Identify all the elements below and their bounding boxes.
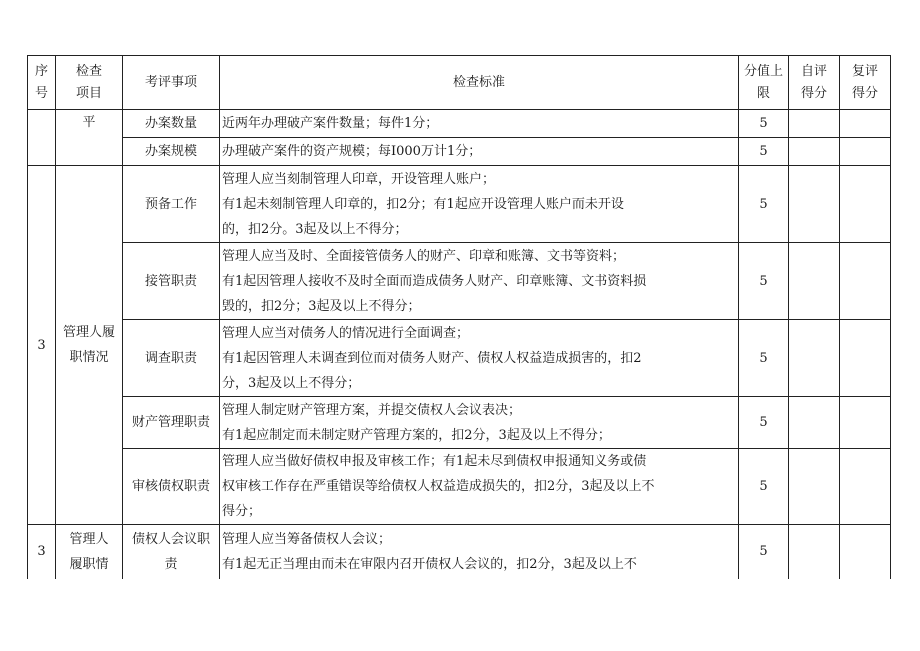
matter-cell: 调查职责 — [123, 320, 220, 397]
table-row — [28, 449, 891, 525]
review-score-cell[interactable] — [840, 138, 891, 166]
self-score-cell[interactable] — [789, 320, 840, 397]
review-score-cell[interactable] — [840, 320, 891, 397]
standard-cell: 管理人制定财产管理方案，并提交债权人会议表决； 有1起应制定而未制定财产管理方案的，扣2分，3起及以上不得分； — [220, 397, 739, 449]
review-score-cell[interactable] — [840, 525, 891, 579]
matter-cell: 财产管理职责 — [123, 397, 220, 449]
standard-cell: 近两年办理破产案件数量；每件1分； — [220, 110, 739, 138]
matter-cell: 办案数量 — [123, 110, 220, 138]
review-score-cell[interactable] — [840, 166, 891, 243]
self-score-cell[interactable] — [789, 525, 840, 579]
header-row — [28, 56, 891, 110]
header-seq: 序 号 — [28, 56, 56, 110]
header-matter: 考评事项 — [123, 56, 220, 110]
review-score-cell[interactable] — [840, 397, 891, 449]
header-self-score: 自评 得分 — [789, 56, 840, 110]
score-cell: 5 — [739, 166, 789, 243]
review-score-cell[interactable] — [840, 110, 891, 138]
score-cell: 5 — [739, 525, 789, 579]
table-row — [28, 243, 891, 320]
score-cell: 5 — [739, 449, 789, 525]
item-cell: 管理人 履职情 — [56, 525, 123, 579]
item-cell: 平 — [56, 110, 123, 166]
standard-cell: 管理人应当筹备债权人会议； 有1起无正当理由而未在审限内召开债权人会议的，扣2分，3起及以上不 — [220, 525, 739, 579]
matter-cell: 审核债权职责 — [123, 449, 220, 525]
score-cell: 5 — [739, 243, 789, 320]
self-score-cell[interactable] — [789, 243, 840, 320]
seq-cell — [28, 110, 56, 166]
self-score-cell[interactable] — [789, 110, 840, 138]
score-cell: 5 — [739, 138, 789, 166]
self-score-cell[interactable] — [789, 138, 840, 166]
seq-cell: 3 — [28, 525, 56, 579]
evaluation-table — [27, 55, 891, 579]
table-row — [28, 138, 891, 166]
standard-cell: 管理人应当做好债权申报及审核工作；有1起未尽到债权申报通知义务或债 权审核工作存在严重错误等给债权人权益造成损失的，扣2分，3起及以上不 得分； — [220, 449, 739, 525]
matter-cell: 办案规模 — [123, 138, 220, 166]
standard-cell: 管理人应当及时、全面接管债务人的财产、印章和账簿、文书等资料； 有1起因管理人接收不及时全面而造成债务人财产、印章账簿、文书资料损 毁的，扣2分；3起及以上不得分； — [220, 243, 739, 320]
table-row — [28, 397, 891, 449]
item-cell: 管理人履 职情况 — [56, 166, 123, 525]
header-item: 检查 项目 — [56, 56, 123, 110]
matter-cell: 接管职责 — [123, 243, 220, 320]
review-score-cell[interactable] — [840, 243, 891, 320]
standard-cell: 办理破产案件的资产规模；每I000万计1分； — [220, 138, 739, 166]
table-row — [28, 110, 891, 138]
standard-cell: 管理人应当刻制管理人印章，开设管理人账户； 有1起未刻制管理人印章的，扣2分；有1起应开设管理人账户而未开设 的，扣2分。3起及以上不得分； — [220, 166, 739, 243]
standard-cell: 管理人应当对债务人的情况进行全面调查； 有1起因管理人未调查到位而对债务人财产、债权人权益造成损害的，扣2 分，3起及以上不得分； — [220, 320, 739, 397]
header-standard: 检查标准 — [220, 56, 739, 110]
score-cell: 5 — [739, 320, 789, 397]
header-score-cap: 分值上 限 — [739, 56, 789, 110]
seq-cell: 3 — [28, 166, 56, 525]
matter-cell: 债权人会议职 责 — [123, 525, 220, 579]
matter-cell: 预备工作 — [123, 166, 220, 243]
self-score-cell[interactable] — [789, 397, 840, 449]
header-review-score: 复评 得分 — [840, 56, 891, 110]
review-score-cell[interactable] — [840, 449, 891, 525]
score-cell: 5 — [739, 397, 789, 449]
table-row — [28, 166, 891, 243]
table-row — [28, 320, 891, 397]
score-cell: 5 — [739, 110, 789, 138]
self-score-cell[interactable] — [789, 166, 840, 243]
table-row — [28, 525, 891, 579]
self-score-cell[interactable] — [789, 449, 840, 525]
